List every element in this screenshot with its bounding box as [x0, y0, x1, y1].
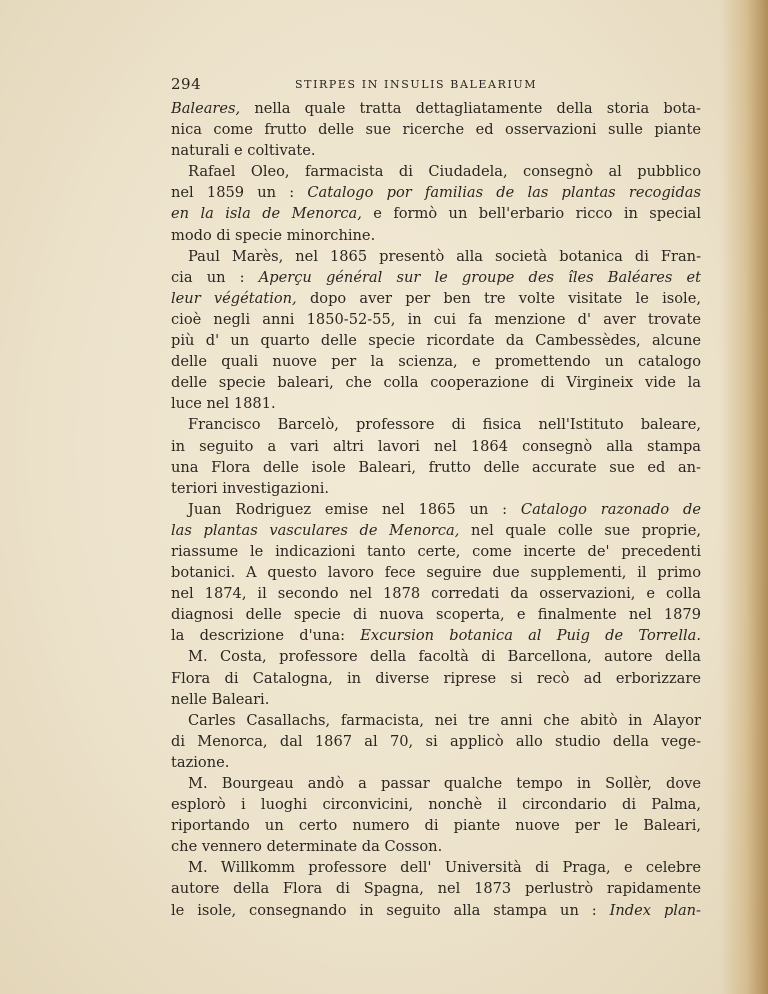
line-text: nel 1859 un :	[171, 184, 308, 202]
text-line	[171, 140, 701, 161]
line-text: nel 1874, il secondo nel 1878 corredati da osservazioni, e colla	[171, 585, 701, 603]
line-text: nelle Baleari.	[171, 690, 270, 708]
running-title: STIRPES IN INSULIS BALEARIUM	[295, 78, 538, 91]
text-line	[171, 436, 701, 457]
body-text	[171, 98, 701, 921]
line-text: diagnosi delle specie di nuova scoperta, e finalmente nel 1879	[171, 606, 701, 624]
line-text: cioè negli anni 1850-52-55, in cui fa menzione d' aver trovate	[171, 310, 701, 328]
text-line	[171, 562, 701, 583]
page-header	[171, 75, 701, 95]
text-line	[171, 857, 701, 878]
line-text: dopo aver per ben tre volte visitate le isole,	[296, 289, 701, 307]
page-edge-shadow	[720, 0, 768, 994]
line-text: teriori investigazioni.	[171, 479, 330, 497]
text-line	[171, 351, 701, 372]
line-text: M. Bourgeau andò a passar qualche tempo in Sollèr, dove	[188, 775, 701, 792]
text-line	[171, 98, 701, 119]
text-line	[171, 900, 701, 921]
line-text: riportando un certo numero di piante nuove per le Baleari,	[171, 817, 701, 835]
italic-title-text: leur végétation,	[171, 289, 297, 307]
text-line	[171, 161, 701, 182]
text-line	[171, 836, 701, 857]
italic-title-text: Catalogo por familias de las plantas recogidas	[307, 184, 701, 202]
line-text: luce nel 1881.	[171, 395, 276, 413]
line-text: che vennero determinate da Cosson.	[171, 838, 443, 856]
text-line	[171, 878, 701, 899]
italic-title-text: Excursion botanica al Puig de Torrella.	[360, 627, 701, 645]
text-line	[171, 372, 701, 393]
text-line	[171, 773, 701, 794]
text-line	[171, 288, 701, 309]
page-number: 294	[171, 75, 202, 93]
text-line	[171, 457, 701, 478]
text-line	[171, 668, 701, 689]
italic-title-text: Catalogo razonado de	[520, 500, 701, 518]
text-line	[171, 203, 701, 224]
line-text: di Menorca, dal 1867 al 70, si applicò allo studio della vege-	[171, 732, 701, 750]
text-line	[171, 794, 701, 815]
text-line	[171, 520, 701, 541]
line-text: M. Willkomm professore dell' Università di Praga, e celebre	[188, 859, 701, 877]
text-line	[171, 752, 701, 773]
line-text: tazione.	[171, 753, 230, 771]
line-text: delle quali nuove per la scienza, e promettendo un catalogo	[171, 353, 701, 371]
text-line	[171, 393, 701, 414]
line-text: la descrizione d'una:	[171, 627, 361, 645]
line-text: modo di specie minorchine.	[171, 226, 376, 244]
line-text: Juan Rodriguez emise nel 1865 un :	[188, 500, 521, 518]
text-line	[171, 625, 701, 646]
line-text: cia un :	[171, 268, 259, 286]
line-text: M. Costa, professore della facoltà di Barcellona, autore della	[188, 648, 701, 666]
line-text: nella quale tratta dettagliatamente della storia bota-	[240, 100, 701, 117]
line-text: delle specie baleari, che colla cooperazione di Virgineix vide la	[171, 374, 701, 392]
text-line	[171, 499, 701, 520]
line-text: una Flora delle isole Baleari, frutto delle accurate sue ed an-	[171, 458, 701, 476]
text-line	[171, 267, 701, 288]
italic-title-text: Aperçu général sur le groupe des îles Baléares et	[258, 268, 701, 286]
line-text: Flora di Catalogna, in diverse riprese si recò ad erborizzare	[171, 669, 701, 687]
text-line	[171, 604, 701, 625]
text-line	[171, 182, 701, 203]
line-text: Rafael Oleo, farmacista di Ciudadela, consegnò al pubblico	[188, 163, 701, 181]
text-line	[171, 710, 701, 731]
line-text: più d' un quarto delle specie ricordate da Cambessèdes, alcune	[171, 332, 701, 350]
text-line	[171, 689, 701, 710]
line-text: esplorò i luoghi circonvicini, nonchè il circondario di Palma,	[171, 796, 701, 814]
line-text: Francisco Barcelò, professore di fisica nell'Istituto baleare,	[188, 416, 701, 434]
line-text: botanici. A questo lavoro fece seguire due supplementi, il primo	[171, 564, 701, 582]
line-text: Carles Casallachs, farmacista, nei tre anni che abitò in Alayor	[188, 711, 701, 729]
text-line	[171, 246, 701, 267]
line-text: le isole, consegnando in seguito alla stampa un :	[171, 901, 610, 919]
text-line	[171, 731, 701, 752]
text-line	[171, 541, 701, 562]
text-line	[171, 478, 701, 499]
line-text: naturali e coltivate.	[171, 142, 316, 160]
italic-title-text: Baleares,	[171, 100, 241, 117]
line-text: Paul Marès, nel 1865 presentò alla società botanica di Fran-	[188, 247, 701, 265]
italic-title-text: las plantas vasculares de Menorca,	[171, 521, 460, 539]
line-text: riassume le indicazioni tanto certe, come incerte de' precedenti	[171, 542, 701, 560]
line-text: nica come frutto delle sue ricerche ed osservazioni sulle piante	[171, 121, 701, 139]
line-text: nel quale colle sue proprie,	[459, 521, 701, 539]
text-line	[171, 646, 701, 667]
text-line	[171, 330, 701, 351]
italic-title-text: Index plan-	[609, 901, 701, 919]
text-line	[171, 225, 701, 246]
italic-title-text: en la isla de Menorca,	[171, 205, 362, 223]
text-line	[171, 815, 701, 836]
line-text: in seguito a vari altri lavori nel 1864 consegnò alla stampa	[171, 437, 701, 455]
text-line	[171, 414, 701, 435]
line-text: e formò un bell'erbario ricco in special	[361, 205, 701, 223]
line-text: autore della Flora di Spagna, nel 1873 perlustrò rapidamente	[171, 880, 701, 898]
text-line	[171, 309, 701, 330]
text-line	[171, 119, 701, 140]
text-line	[171, 583, 701, 604]
